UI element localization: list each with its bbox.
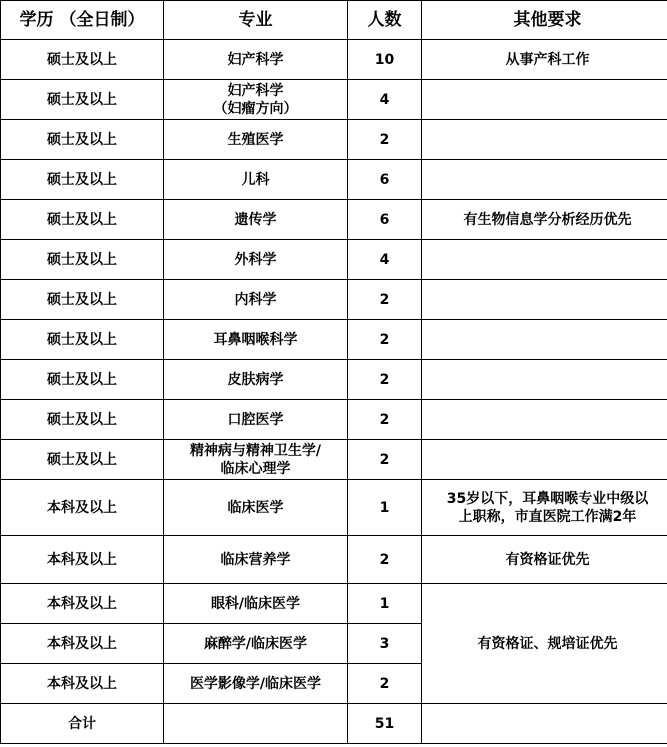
major-cell: 临床营养学 xyxy=(164,536,348,584)
requirements-cell xyxy=(422,120,667,160)
table-row xyxy=(1,360,667,400)
requirements-cell xyxy=(422,240,667,280)
count-cell: 2 xyxy=(348,280,422,320)
education-cell: 本科及以上 xyxy=(1,624,164,664)
major-cell: 麻醉学/临床医学 xyxy=(164,624,348,664)
table-row xyxy=(1,80,667,120)
count-cell: 2 xyxy=(348,360,422,400)
education-cell: 硕士及以上 xyxy=(1,120,164,160)
count-cell: 2 xyxy=(348,320,422,360)
education-cell: 硕士及以上 xyxy=(1,360,164,400)
major-cell: 妇产科学 xyxy=(164,40,348,80)
education-cell: 硕士及以上 xyxy=(1,240,164,280)
major-cell: 生殖医学 xyxy=(164,120,348,160)
education-cell: 硕士及以上 xyxy=(1,40,164,80)
education-cell: 硕士及以上 xyxy=(1,80,164,120)
education-cell: 硕士及以上 xyxy=(1,320,164,360)
table-row xyxy=(1,536,667,584)
education-cell: 硕士及以上 xyxy=(1,200,164,240)
count-cell: 6 xyxy=(348,200,422,240)
header-major: 专业 xyxy=(164,1,348,40)
header-count: 人数 xyxy=(348,1,422,40)
total-label: 合计 xyxy=(1,704,164,744)
count-cell: 2 xyxy=(348,440,422,480)
count-cell: 3 xyxy=(348,624,422,664)
count-cell: 4 xyxy=(348,240,422,280)
major-cell: 妇产科学 （妇瘤方向） xyxy=(164,80,348,120)
total-row xyxy=(1,704,667,744)
requirements-cell: 有生物信息学分析经历优先 xyxy=(422,200,667,240)
education-cell: 本科及以上 xyxy=(1,480,164,536)
major-cell: 眼科/临床医学 xyxy=(164,584,348,624)
major-cell: 耳鼻咽喉科学 xyxy=(164,320,348,360)
header-education: 学历 （全日制） xyxy=(1,1,164,40)
table-row xyxy=(1,320,667,360)
table-row xyxy=(1,400,667,440)
total-requirements-cell xyxy=(422,704,667,744)
major-cell: 儿科 xyxy=(164,160,348,200)
table-row xyxy=(1,440,667,480)
count-cell: 6 xyxy=(348,160,422,200)
header-requirements: 其他要求 xyxy=(422,1,667,40)
education-cell: 本科及以上 xyxy=(1,536,164,584)
education-cell: 硕士及以上 xyxy=(1,160,164,200)
count-cell: 10 xyxy=(348,40,422,80)
count-cell: 1 xyxy=(348,480,422,536)
requirements-cell xyxy=(422,320,667,360)
education-cell: 硕士及以上 xyxy=(1,440,164,480)
requirements-cell xyxy=(422,160,667,200)
count-cell: 2 xyxy=(348,120,422,160)
table-row xyxy=(1,480,667,536)
major-cell: 遗传学 xyxy=(164,200,348,240)
total-major-cell xyxy=(164,704,348,744)
table-row xyxy=(1,160,667,200)
requirements-cell: 35岁以下，耳鼻咽喉专业中级以 上职称，市直医院工作满2年 xyxy=(422,480,667,536)
table-row xyxy=(1,584,667,624)
major-cell: 内科学 xyxy=(164,280,348,320)
count-cell: 2 xyxy=(348,664,422,704)
requirements-cell xyxy=(422,400,667,440)
table-row xyxy=(1,120,667,160)
major-cell: 口腔医学 xyxy=(164,400,348,440)
requirements-cell xyxy=(422,80,667,120)
count-cell: 2 xyxy=(348,400,422,440)
table-row xyxy=(1,280,667,320)
count-cell: 1 xyxy=(348,584,422,624)
header-row xyxy=(1,1,667,40)
major-cell: 临床医学 xyxy=(164,480,348,536)
education-cell: 硕士及以上 xyxy=(1,400,164,440)
table-row xyxy=(1,240,667,280)
major-cell: 医学影像学/临床医学 xyxy=(164,664,348,704)
requirements-cell xyxy=(422,360,667,400)
education-cell: 本科及以上 xyxy=(1,664,164,704)
count-cell: 4 xyxy=(348,80,422,120)
education-cell: 本科及以上 xyxy=(1,584,164,624)
major-cell: 精神病与精神卫生学/ 临床心理学 xyxy=(164,440,348,480)
education-cell: 硕士及以上 xyxy=(1,280,164,320)
requirements-cell-merged: 有资格证、规培证优先 xyxy=(422,584,667,704)
major-cell: 皮肤病学 xyxy=(164,360,348,400)
requirements-cell: 从事产科工作 xyxy=(422,40,667,80)
count-cell: 2 xyxy=(348,536,422,584)
total-count: 51 xyxy=(348,704,422,744)
requirements-cell xyxy=(422,280,667,320)
table-row xyxy=(1,200,667,240)
major-cell: 外科学 xyxy=(164,240,348,280)
requirements-cell: 有资格证优先 xyxy=(422,536,667,584)
requirements-cell xyxy=(422,440,667,480)
table-row xyxy=(1,40,667,80)
